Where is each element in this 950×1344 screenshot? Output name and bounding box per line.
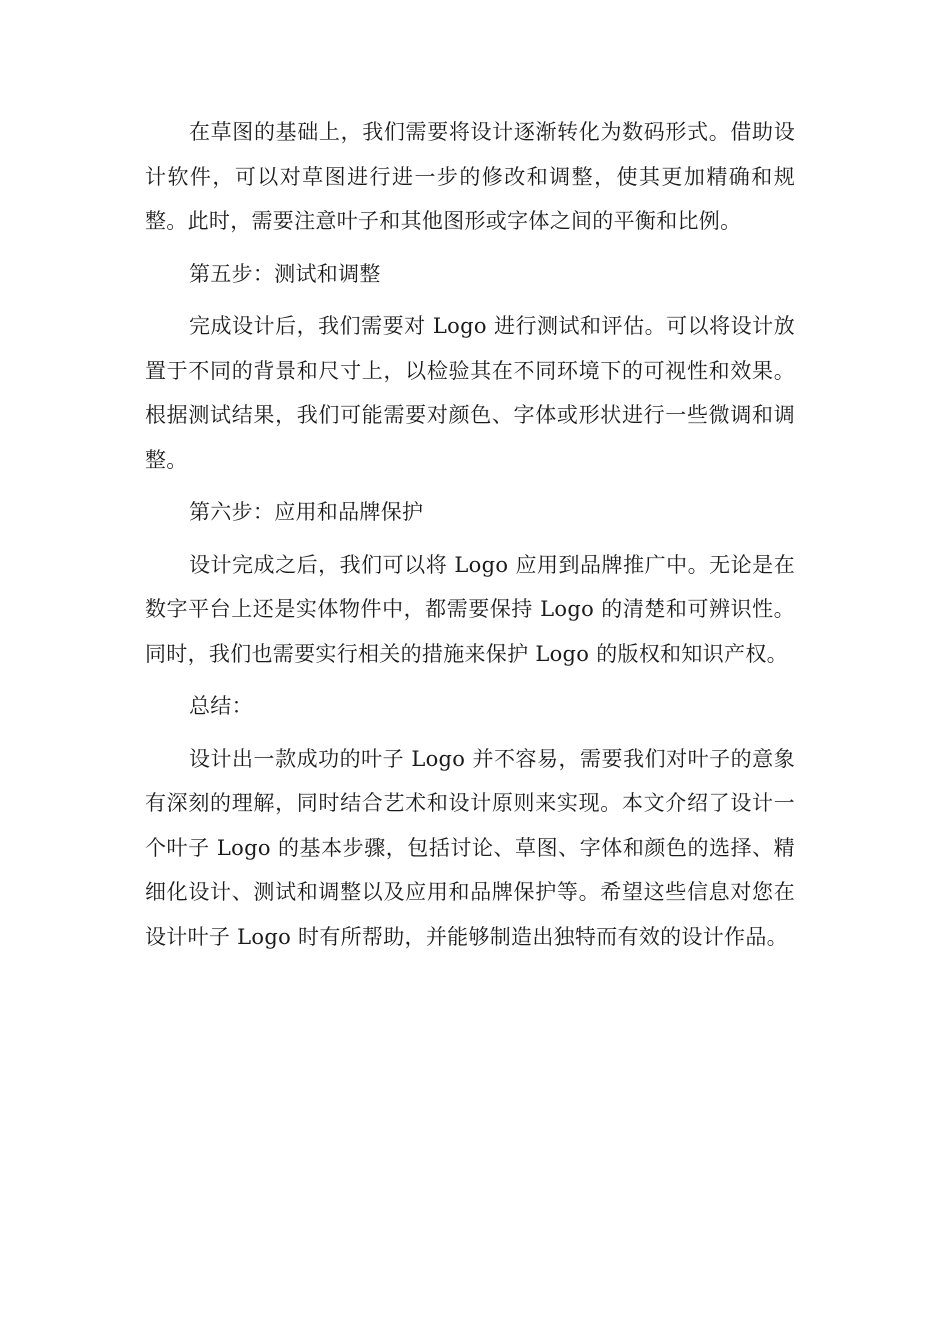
heading-summary: 总结：: [189, 694, 253, 718]
heading-step-six: 第六步：应用和品牌保护: [189, 500, 424, 524]
document-body: [145, 110, 795, 967]
paragraph-summary: 设计出一款成功的叶子 Logo 并不容易，需要我们对叶子的意象有深刻的理解，同时结合艺术和设计原则来实现。本文介绍了设计一个叶子 Logo 的基本步骤，包括讨论、草图、字体和颜色的选择、精细化设计、测试和调整以及应用和品牌保护等。希望这些信息对您在设计叶子 Logo 时有所帮助，并能够制造出独特而有效的设计作品。: [145, 746, 795, 949]
paragraph-testing: 完成设计后，我们需要对 Logo 进行测试和评估。可以将设计放置于不同的背景和尺寸上，以检验其在不同环境下的可视性和效果。根据测试结果，我们可能需要对颜色、字体或形状进行一些微调和调整。: [145, 314, 795, 472]
paragraph-application: 设计完成之后，我们可以将 Logo 应用到品牌推广中。无论是在数字平台上还是实体物件中，都需要保持 Logo 的清楚和可辨识性。同时，我们也需要实行相关的措施来保护 Logo 的版权和知识产权。: [145, 552, 795, 666]
heading-step-five: 第五步：测试和调整: [189, 261, 381, 286]
paragraph-digitize: 在草图的基础上，我们需要将设计逐渐转化为数码形式。借助设计软件，可以对草图进行进一步的修改和调整，使其更加精确和规整。此时，需要注意叶子和其他图形或字体之间的平衡和比例。: [145, 120, 795, 233]
